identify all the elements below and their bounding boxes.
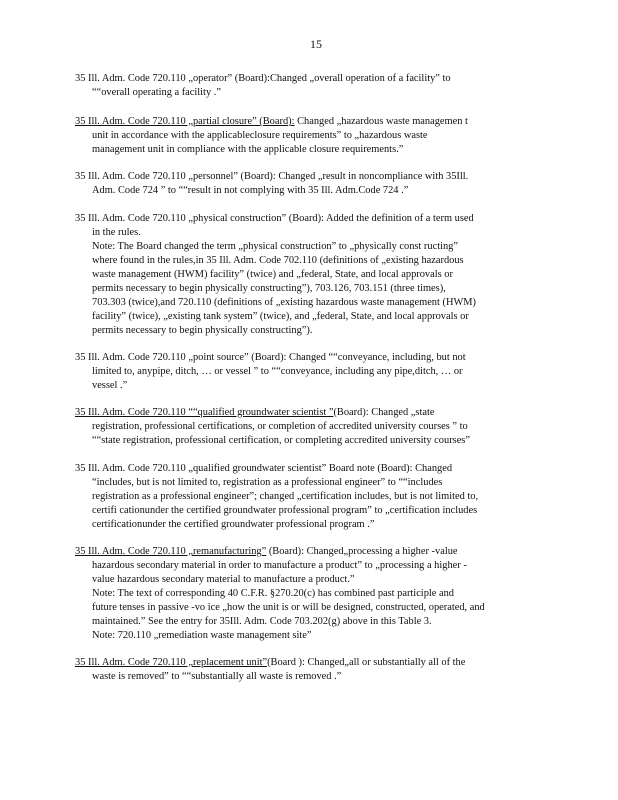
entry-text: waste management (HWM) facility” (twice) and „federal, State, and local approvals or [92,269,453,280]
table-entry-partial-closure [75,115,545,157]
entry-line [75,490,545,504]
entry-text: management unit in compliance with the applicable closure requirements.” [92,144,404,155]
entry-line [75,559,545,573]
entry-line [75,143,545,157]
entry-line [75,282,545,296]
entry-text: “includes, but is not limited to, registration as a professional engineer” to ““includes [92,477,443,488]
entry-text: in the rules. [92,227,141,238]
entry-line [75,587,545,601]
entry-text: 35 Ill. Adm. Code 720.110 „physical construction” (Board): Added the definition of a term used [75,213,474,224]
table-entry-groundwater-scientist-note [75,462,545,532]
entry-line [75,86,545,100]
entry-line [75,476,545,490]
entry-text: 35 Ill. Adm. Code 720.110 „operator” (Board):Changed „overall operation of a facility” to [75,73,451,84]
entry-text: certifi cationunder the certified groundwater professional program” to „certification includes [92,505,478,516]
entry-text: future tenses in passive -vo ice „how the unit is or will be designed, constructed, operated, and [92,602,485,613]
entry-text: registration as a professional engineer”; changed „certification includes, but is not limited to, [92,491,479,502]
entry-text: maintained.” See the entry for 35Ill. Adm. Code 703.202(g) above in this Table 3. [92,616,432,627]
entry-line [75,601,545,615]
entry-heading: 35 Ill. Adm. Code 720.110 „remanufacturing” [75,546,267,557]
entry-text: Note: The text of corresponding 40 C.F.R. §270.20(c) has combined past participle and [92,588,454,599]
entry-text: Note: The Board changed the term „physical construction” to „physically const ructing” [92,241,458,252]
entry-line [75,656,545,670]
entry-line [75,462,545,476]
entry-text: Note: 720.110 „remediation waste management site” [92,630,312,641]
entry-text: hazardous secondary material in order to manufacture a product” to „processing a higher - [92,560,467,571]
entry-text: (Board): Changed„processing a higher -value [266,546,458,557]
entry-line [75,324,545,338]
entry-text: waste is removed” to ““substantially all waste is removed .” [92,671,342,682]
entry-line [75,573,545,587]
entry-heading: 35 Ill. Adm. Code 720.110 ““qualified groundwater scientist ” [75,407,334,418]
entry-line [75,115,545,129]
entry-text: 35 Ill. Adm. Code 720.110 „qualified groundwater scientist” Board note (Board): Changed [75,463,453,474]
entry-text: (Board): Changed „state [333,407,435,418]
entry-text: where found in the rules,in 35 Ill. Adm. Code 702.110 (definitions of „existing hazardous [92,255,464,266]
table-entry-remanufacturing [75,545,545,643]
entry-text: permits necessary to begin physically constructing”), 703.126, 703.151 (three times), [92,283,446,294]
table-entry-physical-construction [75,212,545,338]
entry-line [75,545,545,559]
entry-line [75,72,545,86]
entry-text: vessel .” [92,380,128,391]
entry-text: unit in accordance with the applicableclosure requirements” to „hazardous waste [92,130,428,141]
table-entry-operator [75,72,545,100]
entry-line [75,184,545,198]
entry-text: certificationunder the certified groundwater professional program .” [92,519,375,530]
entry-line [75,226,545,240]
entry-line [75,615,545,629]
entry-line [75,504,545,518]
entry-text: 35 Ill. Adm. Code 720.110 „point source” (Board): Changed ““conveyance, including, but not [75,352,466,363]
entry-text: Adm. Code 724 ” to ““result in not complying with 35 Ill. Adm.Code 724 .” [92,185,409,196]
entry-heading: 35 Ill. Adm. Code 720.110 „replacement unit” [75,657,268,668]
entry-text: limited to, anypipe, ditch, … or vessel ” to ““conveyance, including any pipe,ditch, … or [92,366,463,377]
entry-line [75,629,545,643]
entry-line [75,379,545,393]
entry-line [75,434,545,448]
entry-line [75,170,545,184]
entry-line [75,296,545,310]
entry-text: (Board ): Changed„all or substantially all of the [267,657,466,668]
entry-line [75,268,545,282]
entry-text: Changed „hazardous waste managemen t [294,116,468,127]
entry-text: facility” (twice), „existing tank system” (twice), and „federal, State, and local approvals or [92,311,469,322]
table-entry-personnel [75,170,545,198]
table-entry-replacement-unit [75,656,545,684]
entry-line [75,365,545,379]
entry-line [75,670,545,684]
entry-heading: 35 Ill. Adm. Code 720.110 „partial closure” (Board): [75,116,295,127]
entry-text: 35 Ill. Adm. Code 720.110 „personnel” (Board): Changed „result in noncompliance with 35Ill. [75,171,469,182]
entry-line [75,406,545,420]
entry-line [75,351,545,365]
table-entry-point-source [75,351,545,393]
entry-line [75,254,545,268]
entry-text: value hazardous secondary material to manufacture a product.” [92,574,355,585]
table-entry-qualified-groundwater-scientist [75,406,545,448]
entry-text: ““state registration, professional certification, or completing accredited university courses” [92,435,470,446]
entry-line [75,129,545,143]
page-number: 15 [310,37,322,51]
entry-line [75,212,545,226]
entry-line [75,518,545,532]
entry-text: ““overall operating a facility .” [92,87,221,98]
entry-line [75,420,545,434]
entry-text: registration, professional certifications, or completion of accredited university courses ” to [92,421,468,432]
entry-line [75,310,545,324]
entry-text: 703.303 (twice),and 720.110 (definitions of „existing hazardous waste management (HWM) [92,297,476,308]
entry-line [75,240,545,254]
entry-text: permits necessary to begin physically constructing”). [92,325,313,336]
